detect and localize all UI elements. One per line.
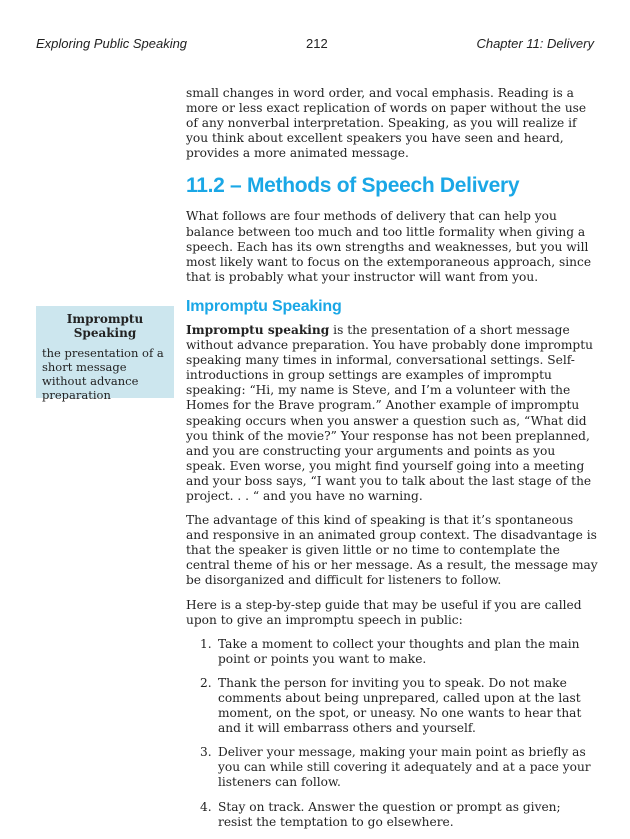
list-item xyxy=(200,637,598,667)
steps-list xyxy=(186,637,598,830)
step-number: 4. xyxy=(200,799,212,814)
list-item xyxy=(200,745,598,790)
step-text: Thank the person for inviting you to speak. Do not make comments about being unprepared, called upon at the last moment, on the spot, or uneasy. No one wants to hear that and it will embarrass others and yourself. xyxy=(218,675,582,736)
section-paragraph: What follows are four methods of delivery that can help you balance between too much and too little formality when giving a speech. Each has its own strengths and weaknesses, but you will most likely want to focus on the extemporaneous approach, since that is probably what your instructor will want from you. xyxy=(186,209,592,284)
book-title: Exploring Public Speaking xyxy=(36,36,188,51)
guide-intro: Here is a step-by-step guide that may be useful if you are called upon to give an impromptu speech in public: xyxy=(186,597,582,627)
subsection-heading: Impromptu Speaking xyxy=(186,297,342,315)
step-number: 2. xyxy=(200,675,212,690)
intro-paragraph: small changes in word order, and vocal emphasis. Reading is a more or less exact replication of words on paper without the use of any nonverbal interpretation. Speaking, as you will realize if you think about excellent speakers you have seen and heard, provides a more animated message. xyxy=(186,86,587,161)
sidebar-definition: the presentation of a short message without advance preparation xyxy=(42,346,164,402)
key-term: Impromptu speaking xyxy=(186,322,330,337)
step-text: Deliver your message, making your main point as briefly as you can while still covering it adequately and at a pace your listeners can follow. xyxy=(218,745,591,790)
running-header xyxy=(36,36,594,54)
step-number: 3. xyxy=(200,745,212,760)
definition-sidebar xyxy=(36,306,174,402)
list-item xyxy=(200,676,598,736)
step-text: Stay on track. Answer the question or prompt as given; resist the temptation to go elsewhere. xyxy=(218,799,561,829)
definition-text: is the presentation of a short message without advance preparation. You have probably done impromptu speaking many times in informal, conversational settings. Self-introductions in group settings are examples of impromptu speaking: “Hi, my name is Steve, and I’m a volunteer with the Homes for the Brave program.” Another example of impromptu speaking occurs when you answer a question such as, “What did you think of the movie?” Your response has not been preplanned, and you are constructing your arguments and points as you speak. Even worse, you might find yourself going into a meeting and your boss says, “I want you to talk about the last stage of the project. . . “ and you have no warning. xyxy=(186,322,593,503)
step-text: Take a moment to collect your thoughts and plan the main point or points you want to make. xyxy=(218,636,580,666)
definition-paragraph xyxy=(186,323,598,504)
chapter-title: Chapter 11: Delivery xyxy=(476,36,594,51)
advantage-paragraph: The advantage of this kind of speaking is that it’s spontaneous and responsive in an animated group context. The disadvantage is that the speaker is given little or no time to contemplate the central theme of his or her message. As a result, the message may be disorganized and difficult for listeners to follow. xyxy=(186,513,598,588)
step-number: 1. xyxy=(200,636,212,651)
section-heading: 11.2 – Methods of Speech Delivery xyxy=(186,174,520,198)
page-number: 212 xyxy=(306,36,328,51)
main-content xyxy=(186,86,598,839)
sidebar-title: Impromptu Speaking xyxy=(66,312,144,340)
